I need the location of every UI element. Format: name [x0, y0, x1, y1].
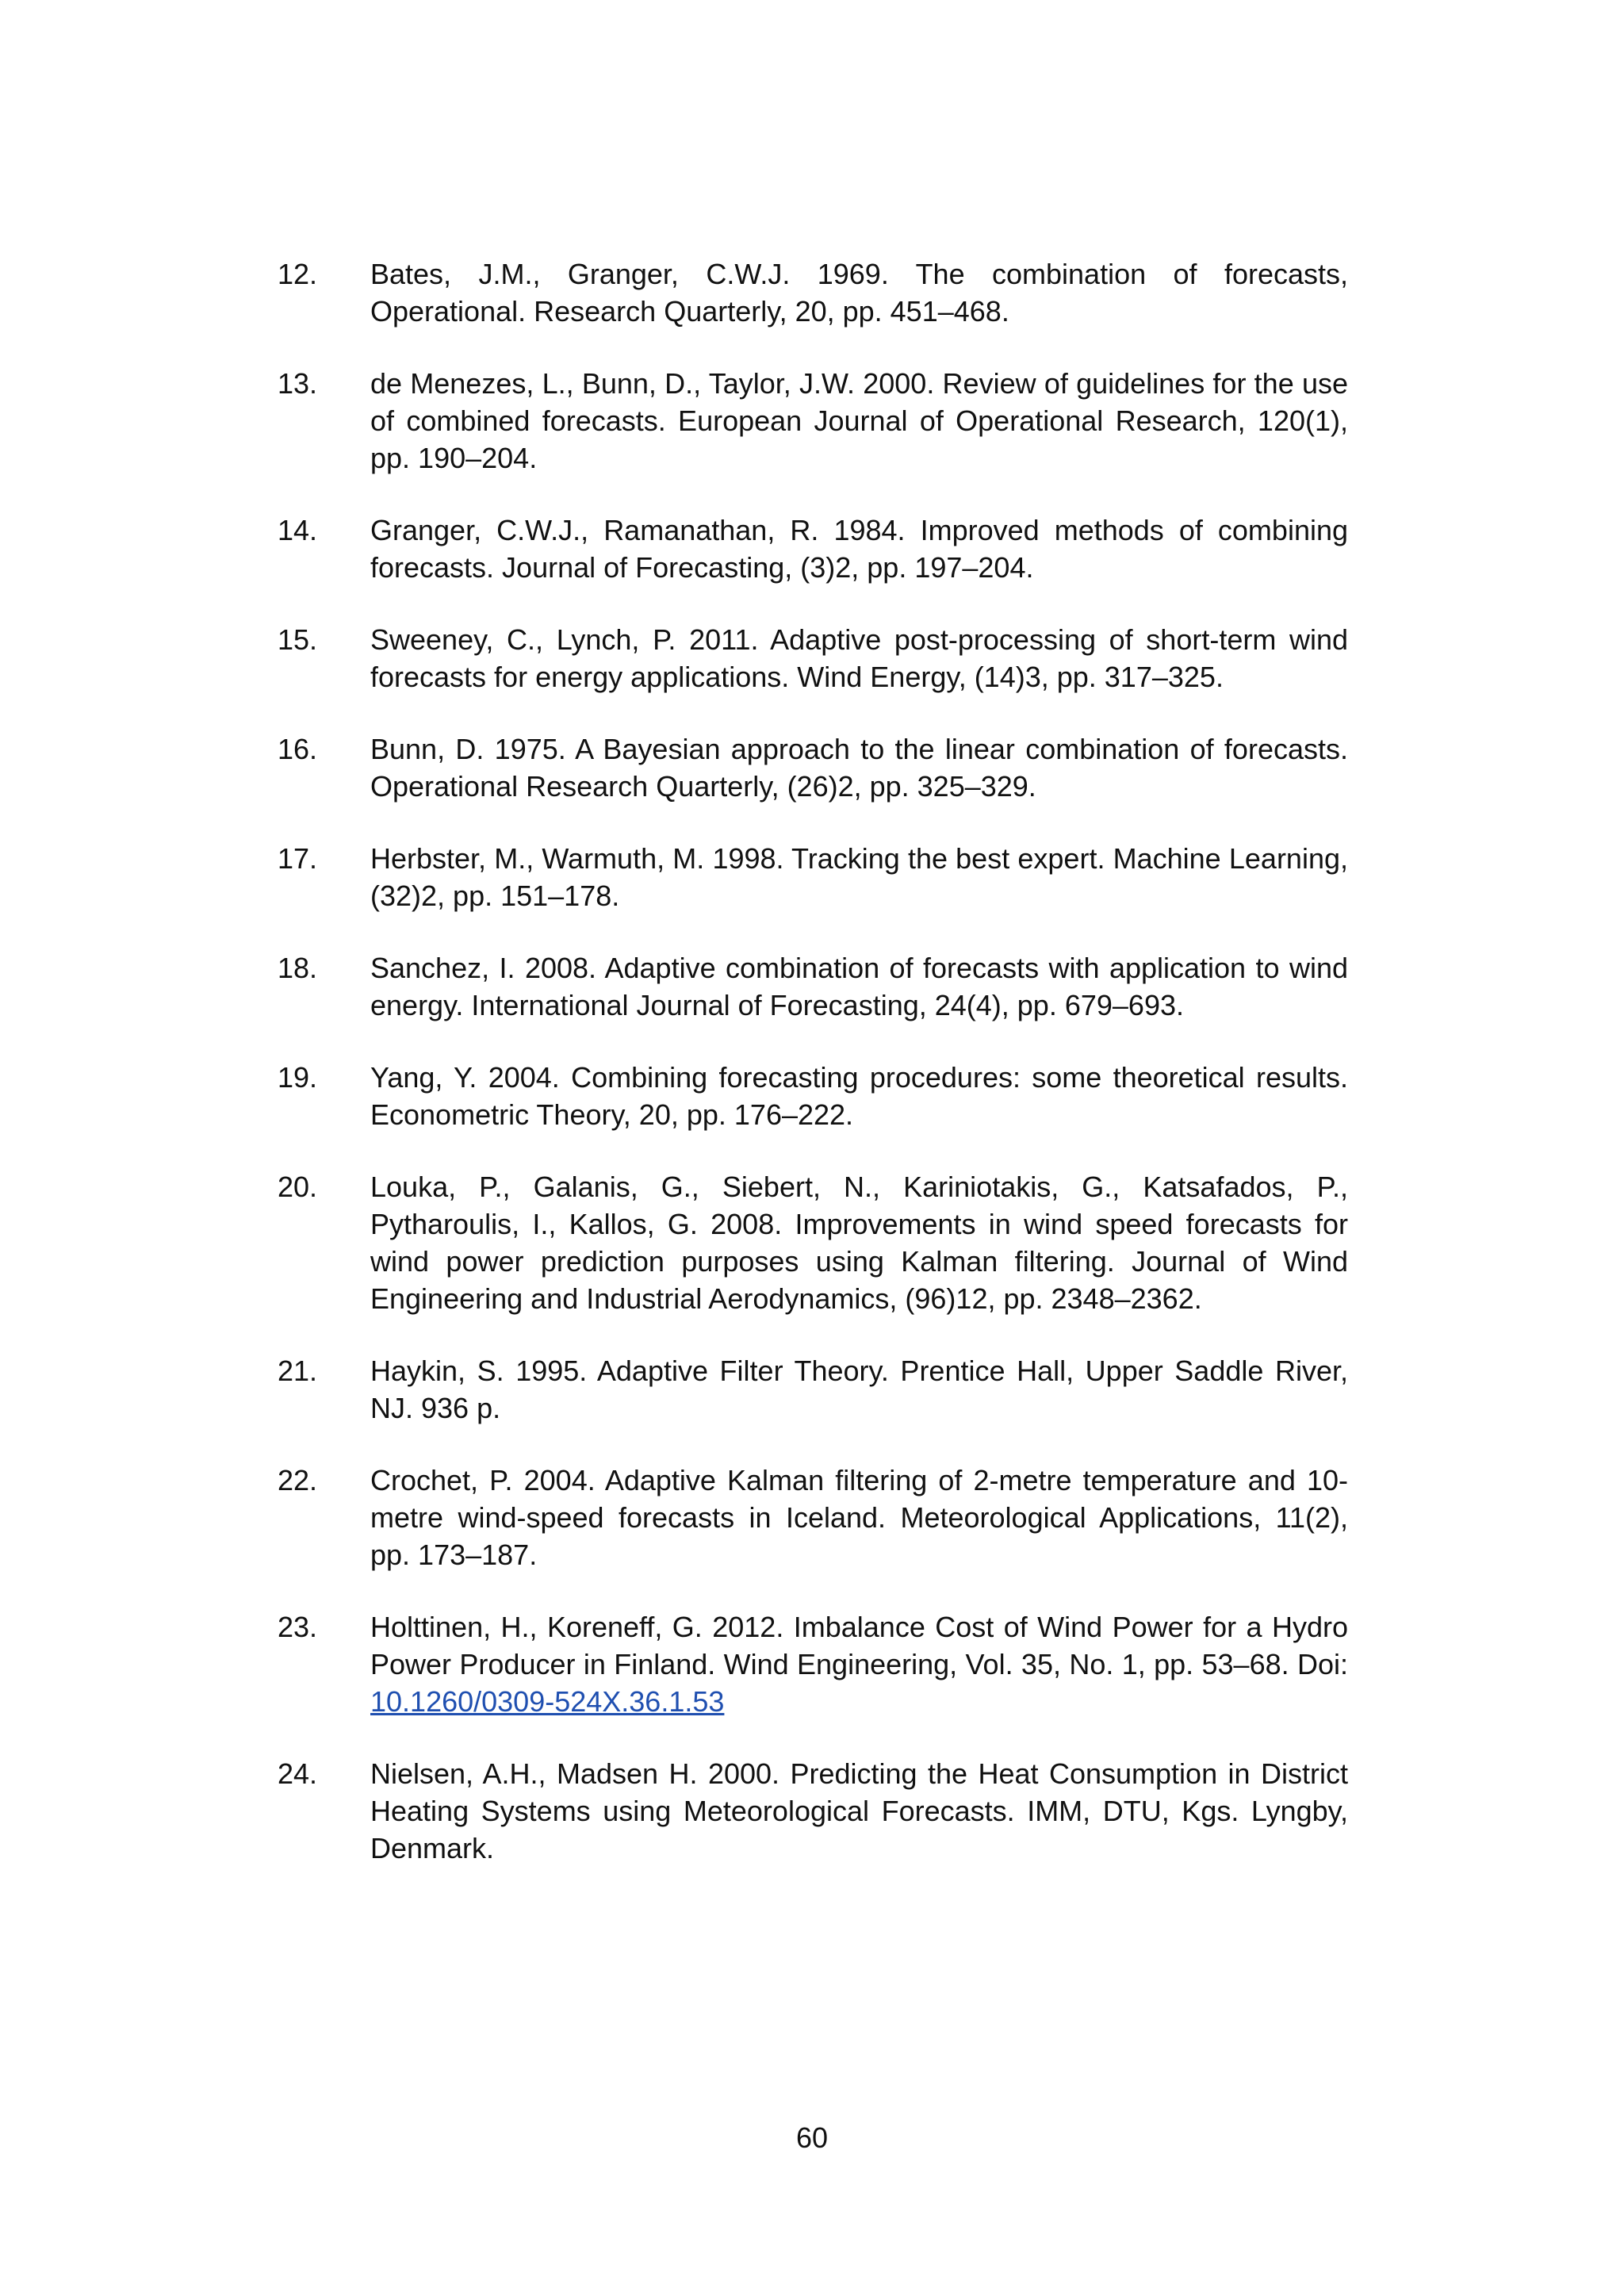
reference-number: 19.	[278, 1061, 318, 1094]
reference-text-body: Holttinen, H., Koreneff, G. 2012. Imbalance Cost of Wind Power for a Hydro Power Producer in Finland. Wind Engineering, Vol. 35, No. 1, pp. 53–68. Doi:	[370, 1611, 1348, 1680]
reference-number: 20.	[278, 1171, 318, 1203]
reference-number: 17.	[278, 842, 318, 875]
reference-number: 13.	[278, 367, 318, 400]
reference-text: Nielsen, A.H., Madsen H. 2000. Predicting the Heat Consumption in District Heating Systems using Meteorological Forecasts. IMM, DTU, Kgs. Lyngby, Denmark.	[370, 1757, 1348, 1864]
reference-item	[278, 621, 1348, 695]
reference-number: 21.	[278, 1355, 318, 1387]
reference-text: Crochet, P. 2004. Adaptive Kalman filtering of 2-metre temperature and 10-metre wind-speed forecasts in Iceland. Meteorological Applications, 11(2), pp. 173–187.	[370, 1464, 1348, 1571]
reference-text: Sanchez, I. 2008. Adaptive combination of forecasts with application to wind energy. International Journal of Forecasting, 24(4), pp. 679–693.	[370, 952, 1348, 1021]
reference-item	[278, 1608, 1348, 1720]
reference-text: Louka, P., Galanis, G., Siebert, N., Kariniotakis, G., Katsafados, P., Pytharoulis, I., Kallos, G. 2008. Improvements in wind speed forecasts for wind power prediction purposes using Kalman filtering. Journal of Wind Engineering and Industrial Aerodynamics, (96)12, pp. 2348–2362.	[370, 1171, 1348, 1315]
reference-text: Bates, J.M., Granger, C.W.J. 1969. The combination of forecasts, Operational. Research Quarterly, 20, pp. 451–468.	[370, 258, 1348, 328]
doi-link[interactable]: 10.1260/0309-524X.36.1.53	[370, 1685, 725, 1718]
reference-text: Herbster, M., Warmuth, M. 1998. Tracking the best expert. Machine Learning, (32)2, pp. 151–178.	[370, 842, 1348, 912]
reference-item	[278, 949, 1348, 1024]
reference-number: 16.	[278, 733, 318, 765]
reference-text: Bunn, D. 1975. A Bayesian approach to the linear combination of forecasts. Operational Research Quarterly, (26)2, pp. 325–329.	[370, 733, 1348, 803]
reference-item	[278, 730, 1348, 805]
reference-text: Granger, C.W.J., Ramanathan, R. 1984. Improved methods of combining forecasts. Journal of Forecasting, (3)2, pp. 197–204.	[370, 514, 1348, 584]
reference-number: 15.	[278, 623, 318, 656]
reference-number: 12.	[278, 258, 318, 290]
page-number: 60	[795, 2121, 829, 2154]
reference-number: 14.	[278, 514, 318, 546]
reference-list	[278, 255, 1348, 1902]
reference-item	[278, 1059, 1348, 1133]
reference-text: Yang, Y. 2004. Combining forecasting procedures: some theoretical results. Econometric Theory, 20, pp. 176–222.	[370, 1061, 1348, 1131]
reference-number: 22.	[278, 1464, 318, 1496]
reference-number: 23.	[278, 1611, 318, 1643]
reference-item	[278, 840, 1348, 914]
reference-item	[278, 255, 1348, 330]
reference-item	[278, 365, 1348, 477]
reference-text: Sweeney, C., Lynch, P. 2011. Adaptive post-processing of short-term wind forecasts for energy applications. Wind Energy, (14)3, pp. 317–325.	[370, 623, 1348, 693]
reference-text: de Menezes, L., Bunn, D., Taylor, J.W. 2000. Review of guidelines for the use of combined forecasts. European Journal of Operational Research, 120(1), pp. 190–204.	[370, 367, 1348, 474]
reference-item	[278, 1462, 1348, 1573]
reference-item	[278, 1352, 1348, 1427]
reference-item	[278, 1168, 1348, 1317]
reference-number: 24.	[278, 1757, 318, 1790]
reference-text	[370, 1608, 1348, 1720]
reference-item	[278, 1755, 1348, 1867]
reference-text: Haykin, S. 1995. Adaptive Filter Theory. Prentice Hall, Upper Saddle River, NJ. 936 p.	[370, 1355, 1348, 1424]
reference-item	[278, 512, 1348, 586]
reference-number: 18.	[278, 952, 318, 984]
